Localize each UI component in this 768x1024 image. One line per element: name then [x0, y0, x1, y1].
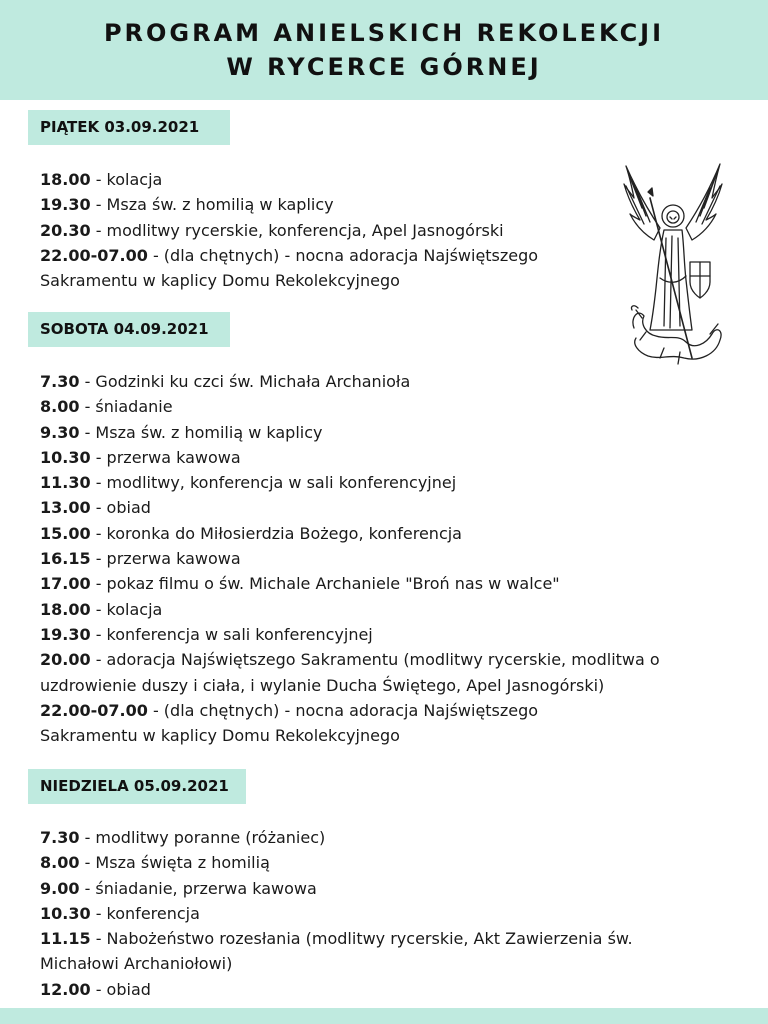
entry-text: - Godzinki ku czci św. Michała Archanioła — [79, 372, 411, 391]
schedule-entry — [40, 192, 580, 217]
entry-time: 10.30 — [40, 903, 91, 923]
entry-text: - przerwa kawowa — [90, 447, 241, 467]
schedule-entry — [40, 470, 720, 495]
entry-time: 8.00 — [40, 853, 80, 873]
entry-time: 16.15 — [40, 549, 91, 569]
schedule-entry — [40, 622, 720, 647]
entry-text: - obiad — [90, 979, 151, 999]
schedule-entry — [40, 571, 720, 596]
schedule-entry — [40, 394, 720, 419]
schedule-entry — [40, 698, 580, 749]
entry-time: 10.30 — [40, 447, 91, 467]
entry-text: - Msza św. z homilią w kaplicy — [90, 195, 334, 215]
schedule-saturday — [40, 369, 720, 748]
schedule-entry — [40, 647, 720, 698]
entry-time: 20.00 — [40, 650, 91, 670]
entry-text: - konferencja — [90, 903, 200, 923]
entry-time: 8.00 — [40, 397, 80, 417]
entry-text: - pokaz filmu o św. Michale Archaniele "Broń nas w walce" — [90, 574, 560, 594]
entry-text: - modlitwy, konferencja w sali konferencyjnej — [90, 473, 457, 493]
entry-time: 19.30 — [40, 195, 91, 215]
entry-time: 20.30 — [40, 220, 91, 240]
schedule-entry — [40, 850, 680, 875]
entry-time: 19.30 — [40, 624, 91, 644]
entry-text: - Msza święta z homilią — [79, 853, 270, 873]
entry-text: - (dla chętnych) - nocna adoracja Najświętszego Sakramentu w kaplicy Domu Rekolekcyjnego — [40, 245, 539, 291]
entry-text: - Nabożeństwo rozesłania (modlitwy rycerskie, Akt Zawierzenia św. Michałowi Archaniołowi) — [40, 929, 633, 974]
entry-time: 15.00 — [40, 523, 91, 543]
page-title-line-1: PROGRAM ANIELSKICH REKOLEKCJI — [103, 19, 665, 47]
entry-text: - przerwa kawowa — [90, 549, 241, 569]
entry-time: 11.30 — [40, 473, 91, 493]
day-badge-friday: PIĄTEK 03.09.2021 — [28, 110, 230, 145]
schedule-entry — [40, 445, 720, 470]
entry-text: - obiad — [90, 498, 151, 518]
entry-text: - modlitwy rycerskie, konferencja, Apel Jasnogórski — [90, 220, 504, 240]
entry-time: 7.30 — [40, 828, 80, 847]
entry-text: - Msza św. z homilią w kaplicy — [79, 422, 323, 442]
entry-text: - koronka do Miłosierdzia Bożego, konferencja — [90, 523, 462, 543]
schedule-entry — [40, 876, 680, 901]
schedule-entry — [40, 218, 580, 243]
day-badge-saturday: SOBOTA 04.09.2021 — [28, 312, 230, 347]
entry-text: - adoracja Najświętszego Sakramentu (modlitwy rycerskie, modlitwa o uzdrowienie duszy i ciała, i wylanie Ducha Świętego, Apel Jasnogórski) — [40, 650, 660, 695]
entry-text: - konferencja w sali konferencyjnej — [90, 624, 373, 644]
entry-time: 13.00 — [40, 498, 91, 518]
entry-time: 22.00-07.00 — [40, 700, 148, 720]
entry-text: - (dla chętnych) - nocna adoracja Najświętszego Sakramentu w kaplicy Domu Rekolekcyjnego — [40, 700, 539, 746]
entry-time: 18.00 — [40, 170, 91, 189]
entry-time: 9.30 — [40, 422, 80, 442]
schedule-entry — [40, 243, 580, 294]
day-badge-sunday: NIEDZIELA 05.09.2021 — [28, 769, 246, 804]
schedule-entry — [40, 597, 720, 622]
schedule-entry — [40, 369, 720, 394]
entry-time: 7.30 — [40, 372, 80, 391]
schedule-entry — [40, 495, 720, 520]
entry-text: - modlitwy poranne (różaniec) — [79, 828, 326, 847]
entry-time: 9.00 — [40, 878, 80, 898]
schedule-entry — [40, 825, 680, 850]
entry-text: - kolacja — [90, 170, 163, 189]
schedule-entry — [40, 167, 580, 192]
footer-band — [0, 1008, 768, 1024]
schedule-friday — [40, 167, 580, 293]
schedule-entry — [40, 420, 720, 445]
entry-time: 12.00 — [40, 979, 91, 999]
entry-time: 18.00 — [40, 599, 91, 619]
entry-text: - kolacja — [90, 599, 163, 619]
schedule-entry — [40, 521, 720, 546]
schedule-sunday — [40, 825, 680, 1002]
schedule-entry — [40, 901, 680, 926]
entry-text: - śniadanie — [79, 397, 173, 417]
page-title-line-2: W RYCERCE GÓRNEJ — [226, 53, 542, 81]
entry-time: 22.00-07.00 — [40, 245, 148, 265]
schedule-entry — [40, 546, 720, 571]
entry-time: 11.15 — [40, 929, 91, 949]
entry-time: 17.00 — [40, 574, 91, 594]
schedule-entry — [40, 926, 680, 977]
archangel-michael-icon — [620, 158, 726, 370]
entry-text: - śniadanie, przerwa kawowa — [79, 878, 317, 898]
schedule-entry — [40, 977, 680, 1002]
page-header — [0, 0, 768, 100]
